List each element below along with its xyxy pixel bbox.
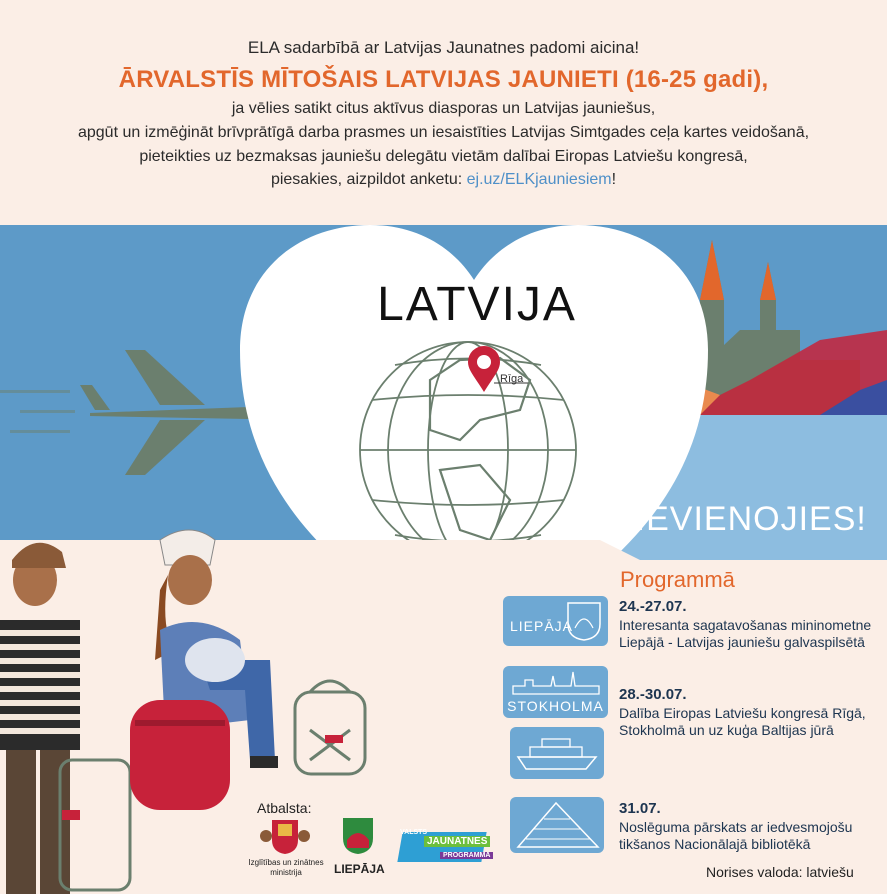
body-line-1: ja vēlies satikt citus aktīvus diasporas un Latvijas jauniešus, [231, 100, 656, 117]
program-date-2: 28.-30.07. [619, 686, 687, 703]
program-desc-2a: Dalība Eiropas Latviešu kongresā Rīgā, [619, 705, 866, 721]
badge-liepaja [503, 596, 608, 646]
ministry-line-2: ministrija [270, 868, 302, 877]
body-line-3: pieteikties uz bezmaksas jauniešu delegātu vietām dalībai Eiropas Latviešu kongresā, [139, 148, 748, 165]
intro-text: ELA sadarbībā ar Latvijas Jaunatnes padomi aicina! [247, 38, 640, 57]
headline: ĀRVALSTĪS MĪTOŠAIS LATVIJAS JAUNIETI (16-25 gadi), [118, 66, 769, 93]
liepaja-crest-icon [565, 600, 603, 642]
backpack-icon [295, 681, 365, 774]
national-library-icon [516, 801, 600, 849]
body-line-2: apgūt un izmēģināt brīvprātīgā darba prasmes un iesaistīties Latvijas Simtgades ceļa kartes veidošanā, [77, 124, 810, 141]
signup-link[interactable]: ej.uz/ELKjauniesiem [466, 171, 612, 188]
logo3-b: JAUNATNES [424, 836, 490, 847]
program-title: Programmā [620, 567, 735, 592]
liepaja-logo-icon [341, 816, 375, 856]
body-line-4 [0, 171, 887, 189]
language-note: Norises valoda: latviešu [706, 864, 854, 880]
program-date-3: 31.07. [619, 800, 661, 817]
traveler-woman-icon [130, 530, 278, 810]
badge-library [510, 797, 604, 853]
program-desc-1b: Liepājā - Latvijas jauniešu galvaspilsētā [619, 634, 865, 650]
traveler-man-icon [0, 543, 130, 894]
badge-label-liepaja: LIEPĀJA [509, 618, 574, 634]
cta-join[interactable]: PIEVIENOJIES! [612, 500, 867, 538]
program-desc-3a: Noslēguma pārskats ar iedvesmojošu [619, 819, 853, 835]
body-line-4-suffix: ! [611, 171, 617, 188]
support-label: Atbalsta: [257, 800, 312, 816]
program-desc-2b: Stokholmā un uz kuģa Baltijas jūrā [619, 722, 834, 738]
badge-ship [510, 727, 604, 779]
travelers-illustration [0, 520, 380, 894]
body-line-4-prefix: piesakies, aizpildot anketu: [270, 171, 467, 188]
hero-title: LATVIJA [377, 278, 577, 331]
program-date-1: 24.-27.07. [619, 598, 687, 615]
badge-stokholma [503, 666, 608, 718]
ship-icon [516, 735, 598, 771]
ministry-line-1: Izglītības un zinātnes [248, 858, 324, 867]
program-desc-1a: Interesanta sagatavošanas mininometne [619, 617, 872, 633]
logo3-c: PROGRAMMA [440, 852, 493, 859]
ministry-crest-icon [258, 816, 312, 856]
stockholm-skyline-icon [511, 670, 601, 696]
badge-label-stokholma: STOKHOLMA [507, 698, 604, 714]
pin-label: Rīga [500, 373, 524, 385]
program-desc-3b: tikšanos Nacionālajā bibliotēkā [619, 836, 811, 852]
logo3-a: VALSTS [400, 829, 428, 836]
liepaja-logo-text: LIEPĀJA [334, 862, 385, 876]
